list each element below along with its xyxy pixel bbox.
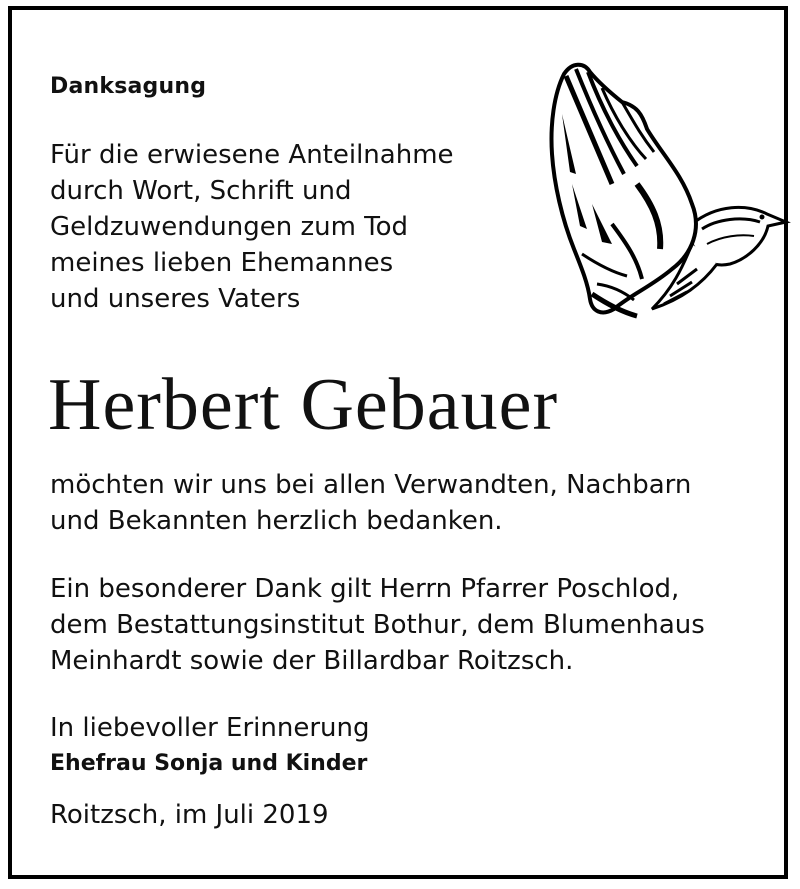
thanks-line: möchten wir uns bei allen Verwandten, Nachbarn xyxy=(50,470,692,500)
special-thanks-paragraph xyxy=(50,571,705,679)
deceased-name: Herbert Gebauer xyxy=(48,364,559,446)
thanks-paragraph xyxy=(50,467,691,539)
thanks-line: und Bekannten herzlich bedanken. xyxy=(50,506,503,536)
intro-line: durch Wort, Schrift und xyxy=(50,176,352,206)
obituary-notice-frame xyxy=(8,6,788,879)
intro-line: Geldzuwendungen zum Tod xyxy=(50,212,409,242)
signoff-block xyxy=(50,710,370,782)
intro-line: Für die erwiesene Anteilnahme xyxy=(50,140,454,170)
notice-heading: Danksagung xyxy=(50,74,207,99)
intro-line: und unseres Vaters xyxy=(50,284,301,314)
special-thanks-line: Ein besonderer Dank gilt Herrn Pfarrer Poschlod, xyxy=(50,574,680,604)
special-thanks-line: Meinhardt sowie der Billardbar Roitzsch. xyxy=(50,646,574,676)
praying-hands-with-dove-icon xyxy=(542,54,792,324)
memory-line: In liebevoller Erinnerung xyxy=(50,713,370,743)
intro-text xyxy=(50,137,454,317)
intro-line: meines lieben Ehemannes xyxy=(50,248,394,278)
special-thanks-line: dem Bestattungsinstitut Bothur, dem Blumenhaus xyxy=(50,610,705,640)
signoff-names: Ehefrau Sonja und Kinder xyxy=(50,751,368,776)
place-date: Roitzsch, im Juli 2019 xyxy=(50,800,329,830)
